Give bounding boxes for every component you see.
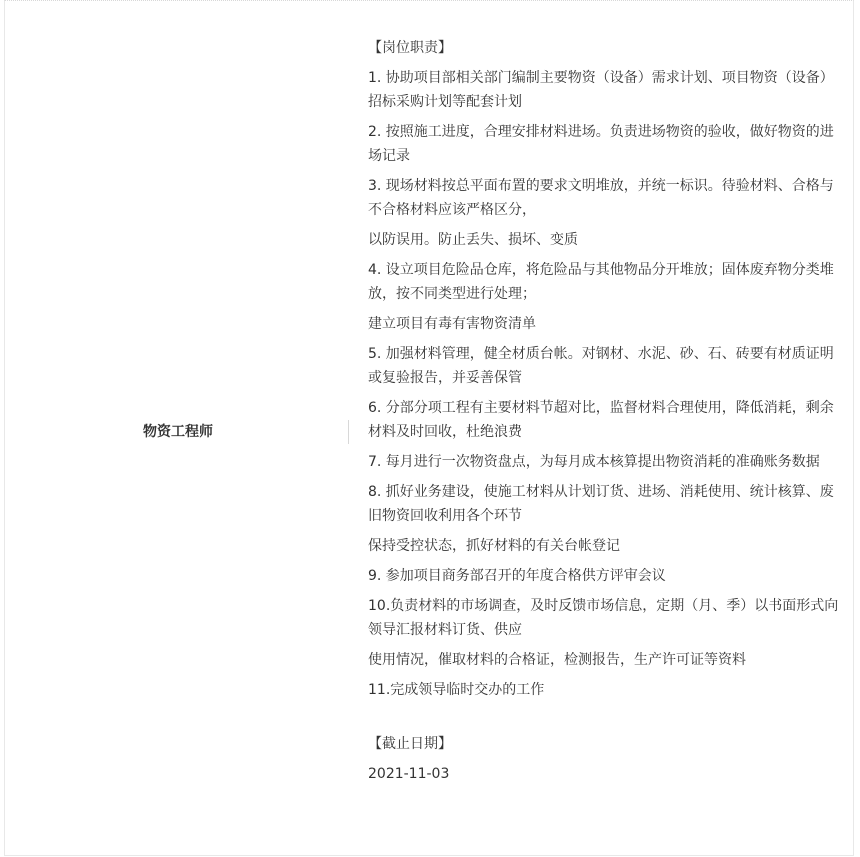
job-description	[368, 36, 842, 792]
duty-item: 11.完成领导临时交办的工作	[368, 682, 545, 698]
duty-item: 使用情况，催取材料的合格证，检测报告，生产许可证等资料	[368, 652, 746, 668]
duty-item: 以防误用。防止丢失、损坏、变质	[368, 232, 578, 248]
job-title: 物资工程师	[143, 424, 213, 440]
duties-heading: 【岗位职责】	[368, 40, 452, 56]
duty-item: 6. 分部分项工程有主要材料节超对比，监督材料合理使用，降低消耗，剩余材料及时回收，杜绝浪费	[368, 400, 834, 440]
duty-item: 1. 协助项目部相关部门编制主要物资（设备）需求计划、项目物资（设备）招标采购计划等配套计划	[368, 70, 834, 110]
duty-item: 建立项目有毒有害物资清单	[368, 316, 536, 332]
deadline-date: 2021-11-03	[368, 766, 450, 782]
duty-item: 5. 加强材料管理，健全材质台帐。对钢材、水泥、砂、石、砖要有材质证明或复验报告，并妥善保管	[368, 346, 834, 386]
duty-item: 3. 现场材料按总平面布置的要求文明堆放，并统一标识。待验材料、合格与不合格材料应该严格区分，	[368, 178, 834, 218]
duty-item: 8. 抓好业务建设，使施工材料从计划订货、进场、消耗使用、统计核算、废旧物资回收利用各个环节	[368, 484, 834, 524]
duty-item: 9. 参加项目商务部召开的年度合格供方评审会议	[368, 568, 666, 584]
deadline-heading: 【截止日期】	[368, 736, 452, 752]
duty-item: 4. 设立项目危险品仓库，将危险品与其他物品分开堆放；固体废弃物分类堆放，按不同类型进行处理；	[368, 262, 834, 302]
duty-item: 保持受控状态，抓好材料的有关台帐登记	[368, 538, 620, 554]
spacer	[368, 708, 842, 732]
job-title-cell	[4, 0, 349, 856]
duty-item: 2. 按照施工进度，合理安排材料进场。负责进场物资的验收，做好物资的进场记录	[368, 124, 834, 164]
column-divider	[348, 420, 349, 444]
duty-item: 10.负责材料的市场调查，及时反馈市场信息，定期（月、季）以书面形式向领导汇报材料订货、供应	[368, 598, 839, 638]
duty-item: 7. 每月进行一次物资盘点，为每月成本核算提出物资消耗的准确账务数据	[368, 454, 820, 470]
